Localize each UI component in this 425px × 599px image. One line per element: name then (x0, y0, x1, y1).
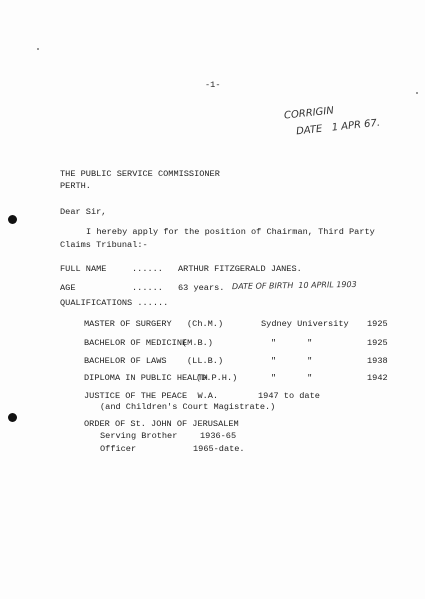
age-dots: ...... (132, 283, 163, 293)
qualification-abbr: (Ch.M.) (187, 319, 224, 329)
order-heading: ORDER OF St. JOHN OF JERUSALEM (84, 419, 239, 429)
qualification-abbr: (D.P.H.) (196, 373, 238, 383)
page-number: -1- (205, 80, 221, 90)
qualification-institution: Sydney University (261, 319, 349, 329)
qualification-abbr: (LL.B.) (187, 356, 224, 366)
paper-speck (37, 48, 39, 50)
qualification-abbr: (M.B.) (182, 338, 213, 348)
qualification-title: MASTER OF SURGERY (84, 319, 172, 329)
justice-dates: 1947 to date (258, 391, 320, 401)
intro-line1: I hereby apply for the position of Chairman, Third Party (86, 227, 375, 237)
handwritten-birth-note: DATE OF BIRTH 10 APRIL 1903 (231, 279, 357, 292)
paper-speck (416, 92, 418, 94)
age-value: 63 years. (178, 283, 225, 293)
order-role: Serving Brother (100, 431, 178, 441)
justice-line1: JUSTICE OF THE PEACE W.A. (84, 391, 219, 401)
qualification-year: 1925 (367, 338, 388, 348)
qualification-institution: " " (271, 338, 313, 348)
qualification-title: BACHELOR OF MEDICINE (84, 338, 188, 348)
addressee-line1: THE PUBLIC SERVICE COMMISSIONER (60, 169, 220, 179)
punch-hole (8, 215, 17, 224)
order-dates: 1965-date. (193, 444, 245, 454)
age-label: AGE (60, 283, 76, 293)
qualification-year: 1938 (367, 356, 388, 366)
qualification-institution: " " (271, 373, 313, 383)
addressee-line2: PERTH. (60, 181, 91, 191)
salutation: Dear Sir, (60, 207, 107, 217)
qualification-year: 1925 (367, 319, 388, 329)
order-dates: 1936-65 (200, 431, 237, 441)
order-role: Officer (100, 444, 137, 454)
full-name-value: ARTHUR FITZGERALD JANES. (178, 264, 302, 274)
qualification-title: BACHELOR OF LAWS (84, 356, 167, 366)
qualifications-heading: QUALIFICATIONS ...... (60, 298, 169, 308)
justice-line2: (and Children's Court Magistrate.) (100, 402, 276, 412)
qualification-year: 1942 (367, 373, 388, 383)
qualification-title: DIPLOMA IN PUBLIC HEALTH (84, 373, 208, 383)
handwritten-annotation-line1: CORRIGIN (283, 105, 335, 122)
punch-hole (8, 413, 17, 422)
handwritten-annotation-line2: DATE 1 APR 67. (295, 117, 381, 138)
qualification-institution: " " (271, 356, 313, 366)
full-name-dots: ...... (132, 264, 163, 274)
intro-line2: Claims Tribunal:- (60, 240, 148, 250)
full-name-label: FULL NAME (60, 264, 107, 274)
